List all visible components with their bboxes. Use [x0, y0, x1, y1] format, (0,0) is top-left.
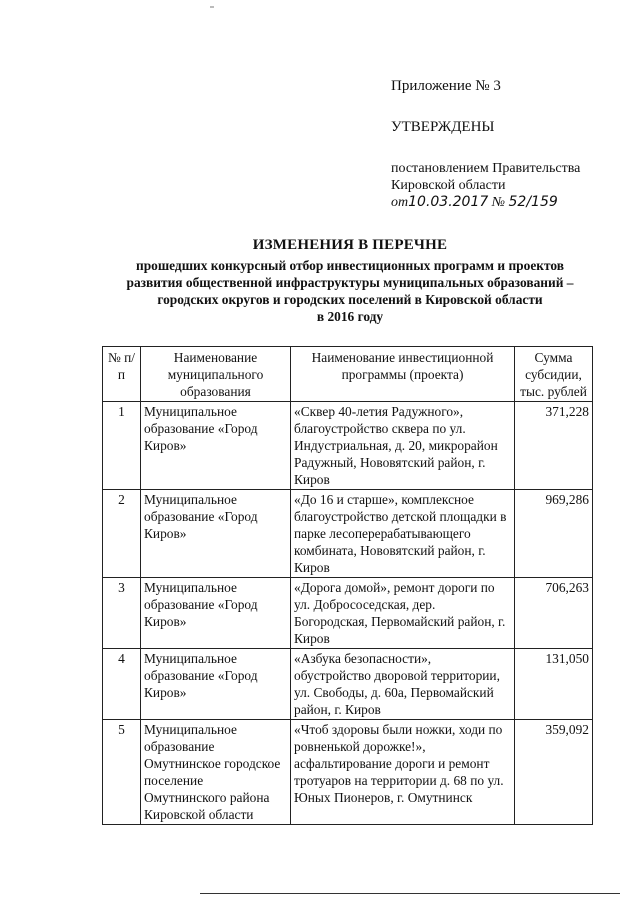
title-main: ИЗМЕНЕНИЯ В ПЕРЕЧНЕ	[252, 237, 448, 253]
document-title	[90, 237, 610, 325]
row-municipality: Муниципальное образование «Город Киров»	[141, 649, 291, 720]
row-num: 1	[103, 402, 141, 490]
resolution-line-2: Кировской области	[391, 178, 506, 193]
row-sum: 371,228	[515, 402, 593, 490]
header-project: Наименование инвестиционной программы (проекта)	[291, 347, 515, 402]
projects-table	[102, 346, 593, 825]
resolution-dateline	[391, 194, 626, 211]
row-sum: 359,092	[515, 720, 593, 825]
header-municipality: Наименование муниципального образования	[141, 347, 291, 402]
resolution-line-1: постановлением Правительства	[391, 161, 581, 176]
footer-rule	[200, 893, 620, 894]
header-sum: Сумма субсидии, тыс. рублей	[515, 347, 593, 402]
row-project: «Чтоб здоровы были ножки, ходи по ровненькой дорожке!», асфальтирование дороги и ремонт тротуаров на территории д. 68 по ул. Юных Пионеров, г. Омутнинск	[291, 720, 515, 825]
title-line-2: развития общественной инфраструктуры муниципальных образований –	[126, 275, 574, 290]
appendix-label: Приложение № 3	[391, 78, 501, 94]
row-project: «Сквер 40-летия Радужного», благоустройство сквера по ул. Индустриальная, д. 20, микрорайон Радужный, Нововятский район, г. Киров	[291, 402, 515, 490]
handwritten-number: 52/159	[508, 194, 558, 210]
number-prefix: №	[491, 195, 505, 210]
row-num: 2	[103, 490, 141, 578]
approved-label: УТВЕРЖДЕНЫ	[391, 119, 495, 135]
table-row	[103, 649, 593, 720]
row-sum: 706,263	[515, 578, 593, 649]
row-project: «Дорога домой», ремонт дороги по ул. Добрососедская, дер. Богородская, Первомайский район, г. Киров	[291, 578, 515, 649]
row-project: «До 16 и старше», комплексное благоустройство детской площадки в парке лесоперерабатывающего комбината, Нововятский район, г. Киров	[291, 490, 515, 578]
row-municipality: Муниципальное образование Омутнинское городское поселение Омутнинского района Кировской области	[141, 720, 291, 825]
table-row	[103, 720, 593, 825]
table-row	[103, 402, 593, 490]
table-header-row	[103, 347, 593, 402]
date-prefix: от	[391, 195, 409, 210]
handwritten-date: 10.03.2017	[408, 194, 489, 210]
header-num: № п/п	[103, 347, 141, 402]
table-row	[103, 490, 593, 578]
title-line-4: в 2016 году	[316, 309, 384, 324]
table-row	[103, 578, 593, 649]
row-sum: 131,050	[515, 649, 593, 720]
scan-artifact	[210, 6, 214, 8]
row-num: 5	[103, 720, 141, 825]
row-project: «Азбука безопасности», обустройство дворовой территории, ул. Свободы, д. 60а, Первомайский район, г. Киров	[291, 649, 515, 720]
title-line-3: городских округов и городских поселений в Кировской области	[157, 292, 543, 307]
row-municipality: Муниципальное образование «Город Киров»	[141, 490, 291, 578]
row-num: 4	[103, 649, 141, 720]
row-num: 3	[103, 578, 141, 649]
row-municipality: Муниципальное образование «Город Киров»	[141, 578, 291, 649]
row-sum: 969,286	[515, 490, 593, 578]
row-municipality: Муниципальное образование «Город Киров»	[141, 402, 291, 490]
approval-block	[391, 78, 626, 211]
title-line-1: прошедших конкурсный отбор инвестиционных программ и проектов	[136, 258, 564, 273]
